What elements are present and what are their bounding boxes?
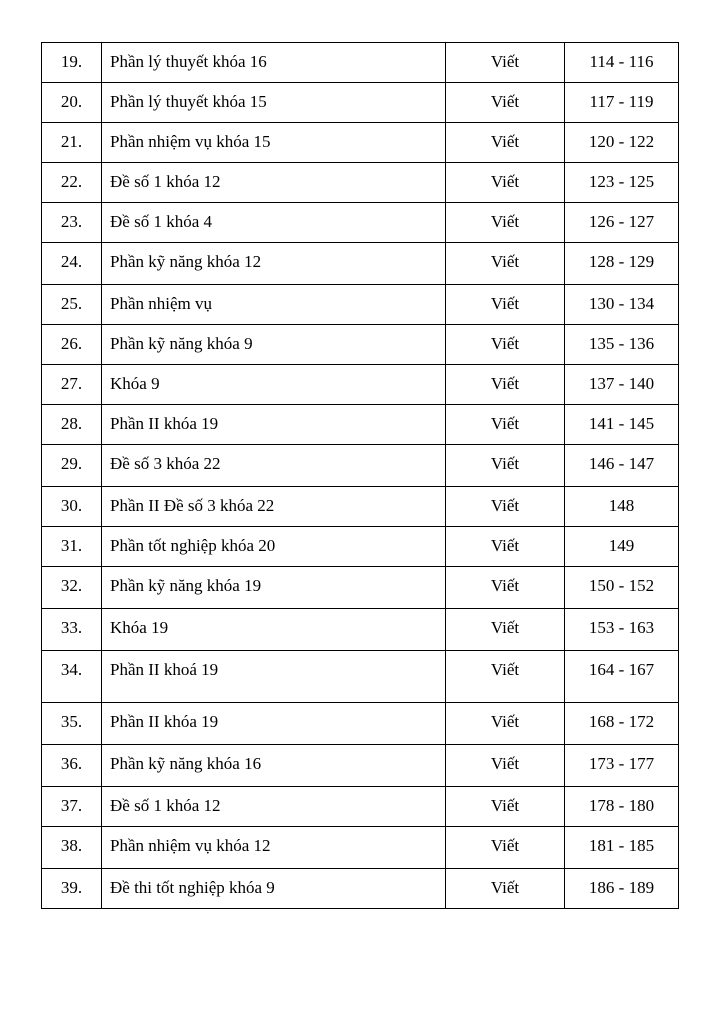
row-pages: 173 - 177 xyxy=(588,754,655,773)
row-type: Viết xyxy=(490,132,520,151)
row-type: Viết xyxy=(490,878,520,897)
row-number: 37. xyxy=(60,796,83,815)
row-number: 33. xyxy=(60,618,83,637)
row-number: 39. xyxy=(60,878,83,897)
row-title: Phần kỹ năng khóa 19 xyxy=(110,576,262,595)
row-type: Viết xyxy=(490,252,520,271)
row-number: 25. xyxy=(60,294,83,313)
row-number: 32. xyxy=(60,576,83,595)
row-type: Viết xyxy=(490,754,520,773)
row-number: 38. xyxy=(60,836,83,855)
row-type: Viết xyxy=(490,618,520,637)
row-title: Phần nhiệm vụ khóa 12 xyxy=(110,836,271,855)
row-number: 26. xyxy=(60,334,83,353)
row-pages: 123 - 125 xyxy=(588,172,655,191)
row-type: Viết xyxy=(490,334,520,353)
row-pages: 149 xyxy=(608,536,635,555)
row-type: Viết xyxy=(490,836,520,855)
row-number: 22. xyxy=(60,172,83,191)
table-row xyxy=(42,487,679,527)
row-number: 35. xyxy=(60,712,83,731)
row-type: Viết xyxy=(490,576,520,595)
row-pages: 128 - 129 xyxy=(588,252,655,271)
row-type: Viết xyxy=(490,374,520,393)
row-pages: 117 - 119 xyxy=(589,92,654,111)
row-type: Viết xyxy=(490,796,520,815)
row-number: 20. xyxy=(60,92,83,111)
row-type: Viết xyxy=(490,212,520,231)
row-pages: 178 - 180 xyxy=(588,796,655,815)
row-title: Phần nhiệm vụ xyxy=(110,294,212,313)
row-number: 23. xyxy=(60,212,83,231)
row-number: 36. xyxy=(60,754,83,773)
table-row xyxy=(42,365,679,405)
row-title: Phần kỹ năng khóa 16 xyxy=(110,754,262,773)
row-pages: 168 - 172 xyxy=(588,712,655,731)
row-title: Phần kỹ năng khóa 12 xyxy=(110,252,262,271)
row-type: Viết xyxy=(490,536,520,555)
row-pages: 150 - 152 xyxy=(588,576,655,595)
table-row xyxy=(42,827,679,869)
row-title: Đề số 3 khóa 22 xyxy=(110,454,221,473)
row-number: 24. xyxy=(60,252,83,271)
table-row xyxy=(42,651,679,703)
table-row xyxy=(42,285,679,325)
row-number: 21. xyxy=(60,132,83,151)
row-type: Viết xyxy=(490,414,520,433)
index-table-body xyxy=(42,43,679,909)
row-pages: 126 - 127 xyxy=(588,212,655,231)
index-table xyxy=(41,42,679,909)
table-row xyxy=(42,609,679,651)
table-row xyxy=(42,83,679,123)
table-row xyxy=(42,703,679,745)
table-row xyxy=(42,869,679,909)
table-row xyxy=(42,745,679,787)
row-title: Phần II Đề số 3 khóa 22 xyxy=(110,496,275,515)
row-title: Phần II khóa 19 xyxy=(110,712,219,731)
row-title: Phần kỹ năng khóa 9 xyxy=(110,334,253,353)
row-title: Đề thi tốt nghiệp khóa 9 xyxy=(110,878,275,897)
row-pages: 148 xyxy=(608,496,635,515)
row-pages: 137 - 140 xyxy=(588,374,655,393)
row-type: Viết xyxy=(490,496,520,515)
table-row xyxy=(42,405,679,445)
table-row xyxy=(42,445,679,487)
table-row xyxy=(42,787,679,827)
row-title: Phần nhiệm vụ khóa 15 xyxy=(110,132,271,151)
row-pages: 186 - 189 xyxy=(588,878,655,897)
row-title: Đề số 1 khóa 4 xyxy=(110,212,212,231)
row-title: Khóa 19 xyxy=(110,618,169,637)
table-row xyxy=(42,567,679,609)
row-pages: 114 - 116 xyxy=(589,52,654,71)
row-number: 31. xyxy=(60,536,83,555)
row-title: Phần tốt nghiệp khóa 20 xyxy=(110,536,276,555)
row-number: 30. xyxy=(60,496,83,515)
row-pages: 164 - 167 xyxy=(588,660,655,679)
table-row xyxy=(42,527,679,567)
row-type: Viết xyxy=(490,172,520,191)
row-title: Phần lý thuyết khóa 15 xyxy=(110,92,267,111)
row-number: 19. xyxy=(60,52,83,71)
row-type: Viết xyxy=(490,660,520,679)
row-pages: 181 - 185 xyxy=(588,836,655,855)
row-number: 27. xyxy=(60,374,83,393)
row-title: Phần lý thuyết khóa 16 xyxy=(110,52,267,71)
row-type: Viết xyxy=(490,92,520,111)
row-number: 29. xyxy=(60,454,83,473)
row-type: Viết xyxy=(490,294,520,313)
row-type: Viết xyxy=(490,454,520,473)
row-type: Viết xyxy=(490,712,520,731)
row-number: 28. xyxy=(60,414,83,433)
row-pages: 153 - 163 xyxy=(588,618,655,637)
table-row xyxy=(42,163,679,203)
row-pages: 135 - 136 xyxy=(588,334,655,353)
table-row xyxy=(42,123,679,163)
row-pages: 146 - 147 xyxy=(588,454,655,473)
table-row xyxy=(42,243,679,285)
table-row xyxy=(42,43,679,83)
table-row xyxy=(42,325,679,365)
row-title: Đề số 1 khóa 12 xyxy=(110,172,221,191)
row-title: Đề số 1 khóa 12 xyxy=(110,796,221,815)
row-title: Phần II khoá 19 xyxy=(110,660,219,679)
row-pages: 130 - 134 xyxy=(588,294,655,313)
row-type: Viết xyxy=(490,52,520,71)
table-row xyxy=(42,203,679,243)
row-pages: 141 - 145 xyxy=(588,414,655,433)
row-number: 34. xyxy=(60,660,83,679)
row-title: Khóa 9 xyxy=(110,374,160,393)
row-title: Phần II khóa 19 xyxy=(110,414,219,433)
row-pages: 120 - 122 xyxy=(588,132,655,151)
